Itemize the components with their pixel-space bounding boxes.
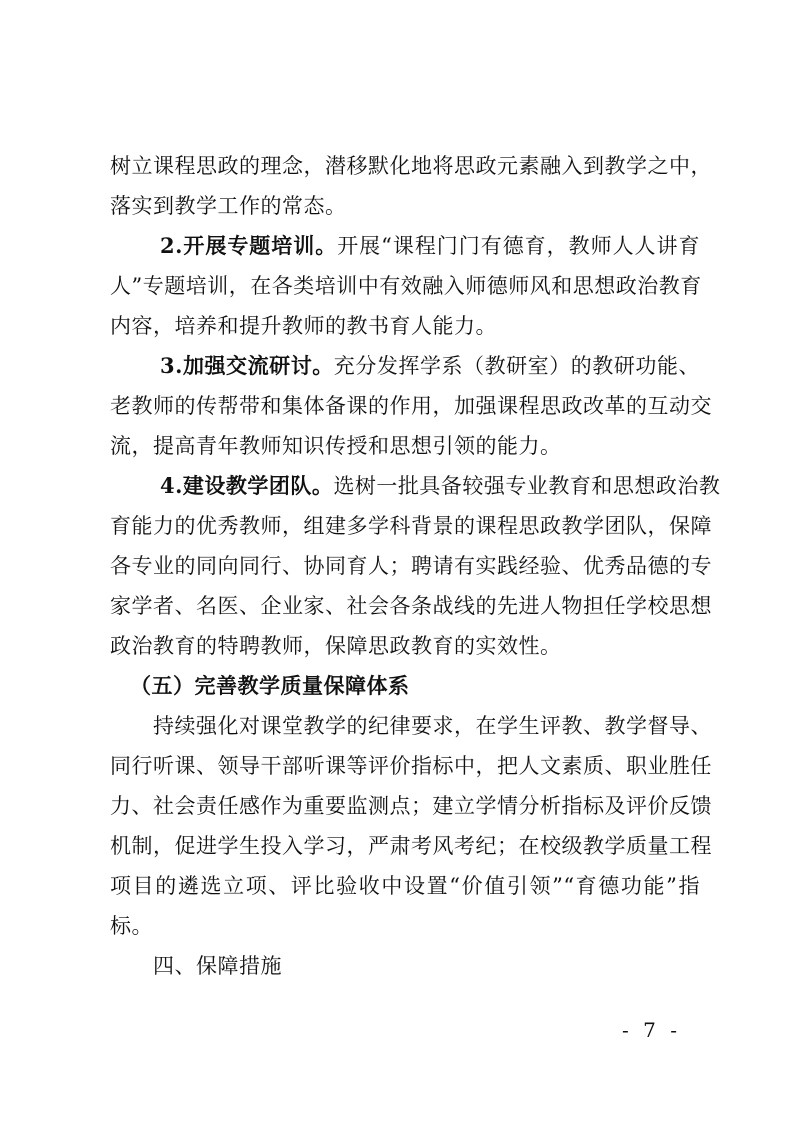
- paragraph-line: 各专业的同向同行、协同育人；聘请有实践经验、优秀品德的专: [110, 554, 712, 578]
- paragraph-line: 机制，促进学生投入学习，严肃考风考纪；在校级教学质量工程: [110, 834, 712, 858]
- paragraph-line: 老教师的传帮带和集体备课的作用，加强课程思政改革的互动交: [110, 394, 712, 418]
- paragraph-line: 同行听课、领导干部听课等评价指标中，把人文素质、职业胜任: [110, 754, 712, 778]
- item-2-first-line: [160, 231, 700, 261]
- paragraph-line: 持续强化对课堂教学的纪律要求，在学生评教、教学督导、: [153, 714, 712, 738]
- paragraph-line: 流，提高青年教师知识传授和思想引领的能力。: [110, 434, 562, 458]
- section-heading: 四、保障措施: [153, 954, 282, 978]
- item-2-text: 开展“课程门门有德育，教师人人讲育: [337, 234, 700, 258]
- paragraph-line: 力、社会责任感作为重要监测点；建立学情分析指标及评价反馈: [110, 794, 712, 818]
- paragraph-line: 标。: [110, 914, 153, 938]
- item-3-title: 3.加强交流研讨。: [160, 353, 334, 378]
- paragraph-line: 内容，培养和提升教师的教书育人能力。: [110, 314, 497, 338]
- paragraph-line: 家学者、名医、企业家、社会各条战线的先进人物担任学校思想: [110, 594, 712, 618]
- paragraph-line: 项目的遴选立项、评比验收中设置“价值引领”“育德功能”指: [110, 874, 700, 898]
- paragraph-line: 树立课程思政的理念，潜移默化地将思政元素融入到教学之中，: [110, 154, 712, 178]
- item-3-text: 充分发挥学系（教研室）的教研功能、: [333, 354, 700, 378]
- paragraph-line: 育能力的优秀教师，组建多学科背景的课程思政教学团队，保障: [110, 514, 712, 538]
- item-4-first-line: [160, 471, 721, 501]
- paragraph-line: 落实到教学工作的常态。: [110, 194, 347, 218]
- paragraph-line: 政治教育的特聘教师，保障思政教育的实效性。: [110, 634, 562, 658]
- item-4-title: 4.建设教学团队。: [160, 473, 334, 498]
- paragraph-line: 人”专题培训，在各类培训中有效融入师德师风和思想政治教育: [110, 274, 702, 298]
- page-number: - 7 -: [622, 1018, 681, 1042]
- item-2-title: 2.开展专题培训。: [160, 233, 338, 258]
- item-4-text: 选树一批具备较强专业教育和思想政治教: [333, 474, 721, 498]
- item-3-first-line: [160, 351, 700, 381]
- section-heading: （五）完善教学质量保障体系: [130, 673, 410, 698]
